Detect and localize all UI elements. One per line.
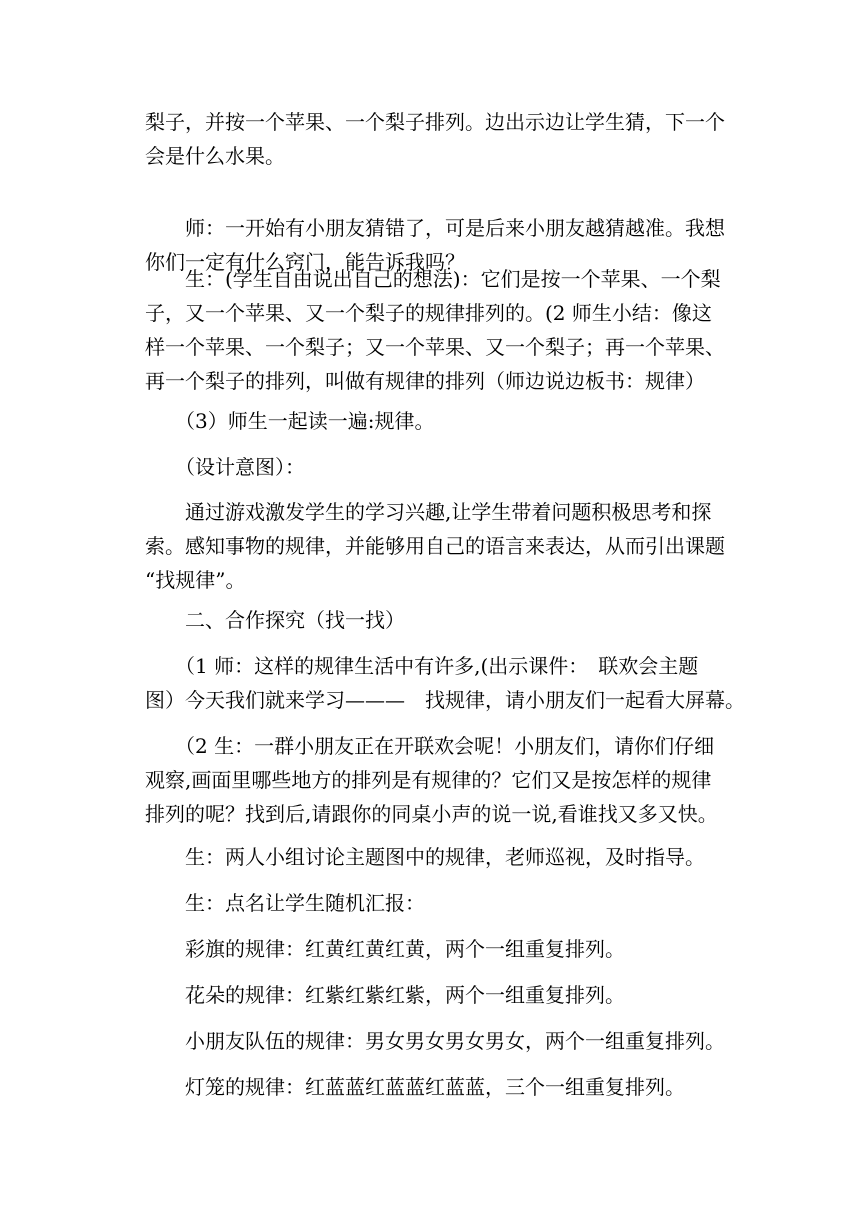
paragraph-design-intent [145, 450, 725, 484]
text-line: 再一个梨子的排列，叫做有规律的排列（师边说边板书：规律） [145, 369, 705, 393]
paragraph-student-answer [145, 262, 725, 398]
paragraph-group-discussion [145, 840, 725, 874]
text-line: 会是什么水果。 [145, 144, 285, 168]
text-line: “找规律”。 [145, 568, 246, 592]
text-line: （设计意图）： [145, 455, 305, 479]
text-line: 索。感知事物的规律，并能够用自己的语言来表达，从而引出课题 [145, 534, 725, 558]
paragraph-flower-pattern [145, 978, 725, 1012]
text-line: 样一个苹果、一个梨子；又一个苹果、又一个梨子；再一个苹果、 [145, 335, 725, 359]
paragraph-read-together [145, 404, 725, 438]
text-line: 你们一定有什么窍门，能告诉我吗？ [145, 250, 465, 274]
paragraph-teacher-courseware [145, 649, 745, 717]
text-line: （3）师生一起读一遍:规律。 [145, 409, 435, 433]
text-line: 子，又一个苹果、又一个梨子的规律排列的。(2 师生小结：像这 [145, 301, 712, 325]
paragraph-children-pattern [145, 1024, 725, 1058]
text-line: 生：两人小组讨论主题图中的规律，老师巡视，及时指导。 [145, 845, 705, 869]
paragraph-student-report [145, 886, 725, 920]
text-line: （1 师：这样的规律生活中有许多,(出示课件： 联欢会主题 [145, 654, 699, 678]
text-line: 小朋友队伍的规律：男女男女男女男女，两个一组重复排列。 [145, 1029, 725, 1053]
text-line: 排列的呢？找到后,请跟你的同桌小声的说一说,看谁找又多又快。 [145, 802, 718, 826]
text-line: 图）今天我们就来学习——— 找规律，请小朋友们一起看大屏幕。 [145, 688, 745, 712]
paragraph-game-interest [145, 495, 725, 597]
text-line: 灯笼的规律：红蓝蓝红蓝蓝红蓝蓝，三个一组重复排列。 [145, 1075, 685, 1099]
text-line: 通过游戏激发学生的学习兴趣,让学生带着问题积极思考和探 [145, 500, 712, 524]
paragraph-observe-party [145, 729, 725, 831]
section-heading-cooperative-inquiry [145, 603, 725, 637]
text-line: 彩旗的规律：红黄红黄红黄，两个一组重复排列。 [145, 937, 625, 961]
text-line: 生：(学生自由说出自己的想法)：它们是按一个苹果、一个梨 [145, 267, 721, 291]
paragraph-lantern-pattern [145, 1070, 725, 1104]
text-line: 梨子，并按一个苹果、一个梨子排列。边出示边让学生猜，下一个 [145, 110, 725, 134]
text-line: 花朵的规律：红紫红紫红紫，两个一组重复排列。 [145, 983, 625, 1007]
paragraph-flag-pattern [145, 932, 725, 966]
text-line: 师：一开始有小朋友猜错了，可是后来小朋友越猜越准。我想 [145, 216, 725, 240]
text-line: （2 生：一群小朋友正在开联欢会呢！小朋友们，请你们仔细 [145, 734, 715, 758]
text-line: 观察,画面里哪些地方的排列是有规律的？它们又是按怎样的规律 [145, 768, 712, 792]
text-line: 二、合作探究（找一找） [145, 608, 405, 632]
text-line: 生：点名让学生随机汇报： [145, 891, 425, 915]
paragraph-fruit-guess [145, 105, 725, 173]
